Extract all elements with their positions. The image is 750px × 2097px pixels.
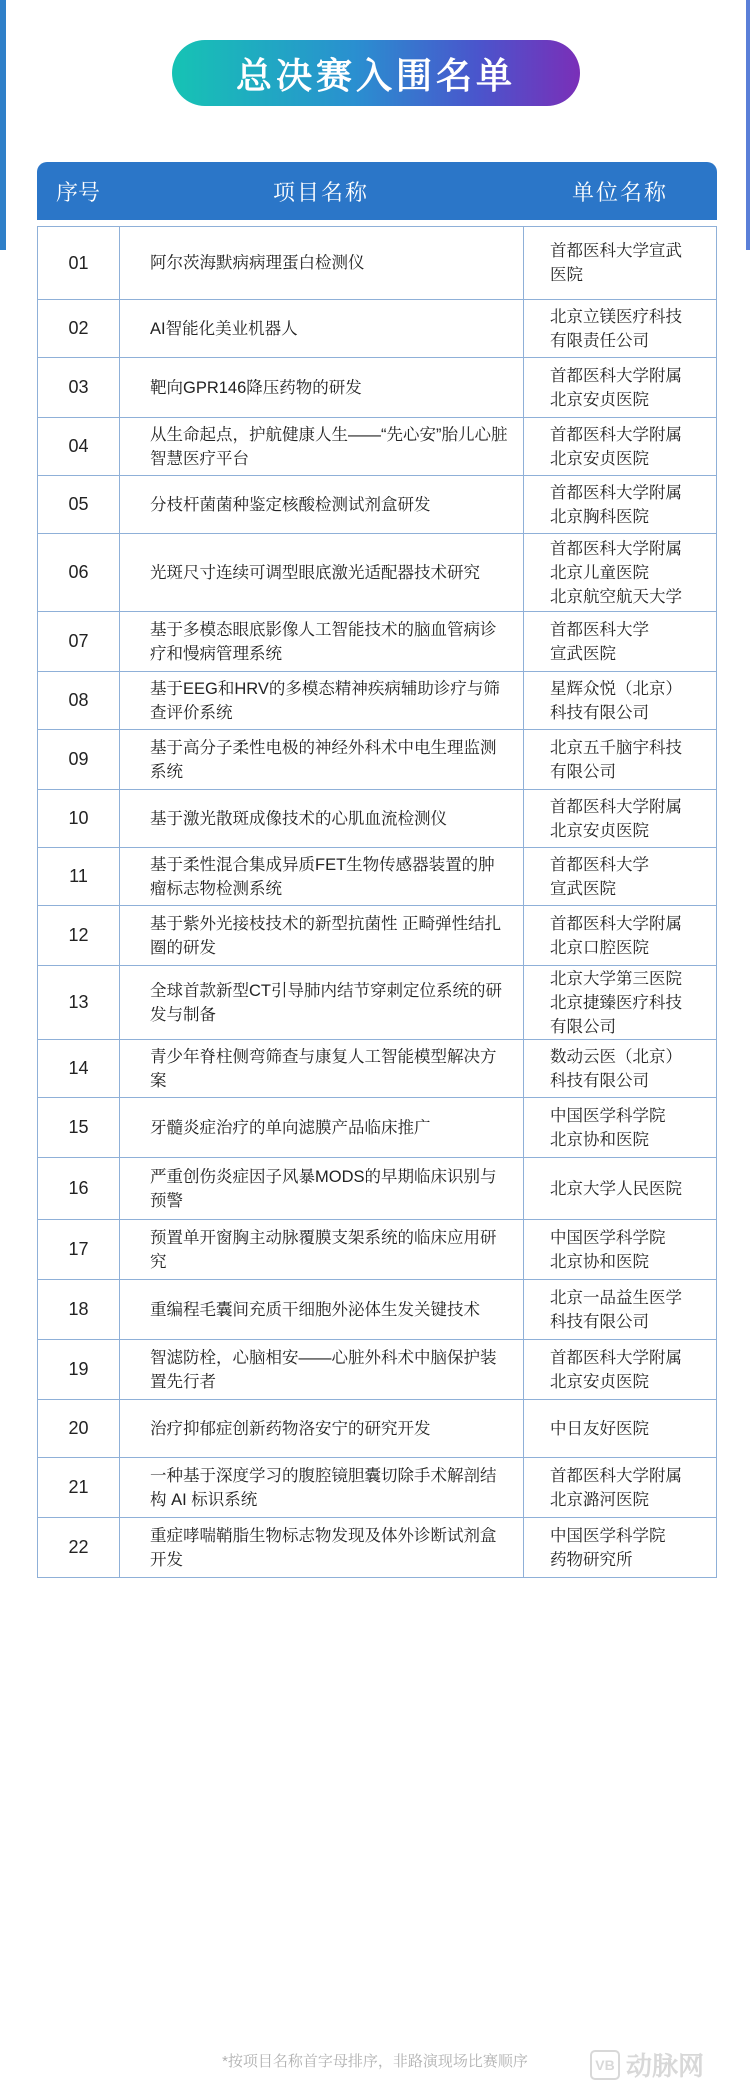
row-number: 08 (38, 672, 120, 729)
table-header (37, 162, 717, 220)
row-number: 22 (38, 1518, 120, 1577)
finalist-table (37, 162, 717, 1578)
row-number: 05 (38, 476, 120, 533)
project-name: 严重创伤炎症因子风暴MODS的早期临床识别与预警 (120, 1158, 524, 1219)
brand-logo (590, 2046, 704, 2083)
project-name: 靶向GPR146降压药物的研发 (120, 358, 524, 417)
organization-name: 数动云医（北京） 科技有限公司 (550, 1047, 682, 1090)
project-name: 基于EEG和HRV的多模态精神疾病辅助诊疗与筛查评价系统 (120, 672, 524, 729)
table-row (38, 790, 716, 848)
project-name: AI智能化美业机器人 (120, 300, 524, 357)
project-name: 从生命起点，护航健康人生——“先心安”胎儿心脏智慧医疗平台 (120, 418, 524, 475)
organization-name: 北京五千脑宇科技 有限公司 (550, 738, 682, 781)
project-name: 基于高分子柔性电极的神经外科术中电生理监测系统 (120, 730, 524, 789)
organization-name: 首都医科大学宣武 医院 (550, 242, 682, 284)
table-row (38, 1458, 716, 1518)
organization-name: 北京大学人民医院 (550, 1179, 682, 1198)
table-row (38, 1280, 716, 1340)
row-number: 18 (38, 1280, 120, 1339)
organization-name: 中国医学科学院 北京协和医院 (550, 1228, 666, 1271)
brand-logo-mark: VB (590, 2050, 620, 2080)
frame-right-edge (746, 0, 750, 250)
project-name: 牙髓炎症治疗的单向滤膜产品临床推广 (120, 1098, 524, 1157)
organization-name: 中国医学科学院 药物研究所 (550, 1526, 666, 1569)
organization-name: 北京立镁医疗科技 有限责任公司 (550, 307, 682, 350)
table-row (38, 418, 716, 476)
title-banner (172, 40, 580, 106)
header-org: 单位名称 (571, 179, 668, 205)
row-number: 02 (38, 300, 120, 357)
row-number: 15 (38, 1098, 120, 1157)
table-row (38, 1400, 716, 1458)
row-number: 12 (38, 906, 120, 965)
row-number: 04 (38, 418, 120, 475)
row-number: 03 (38, 358, 120, 417)
table-row (38, 534, 716, 612)
header-no: 序号 (55, 179, 100, 205)
organization-name: 首都医科大学附属 北京潞河医院 (550, 1466, 682, 1509)
project-name: 预置单开窗胸主动脉覆膜支架系统的临床应用研究 (120, 1220, 524, 1279)
row-number: 17 (38, 1220, 120, 1279)
table-row (38, 906, 716, 966)
table-row (38, 476, 716, 534)
row-number: 07 (38, 612, 120, 671)
table-row (38, 1158, 716, 1220)
frame-left-edge (0, 0, 6, 250)
project-name: 基于多模态眼底影像人工智能技术的脑血管病诊疗和慢病管理系统 (120, 612, 524, 671)
organization-name: 首都医科大学附属 北京儿童医院 北京航空航天大学 (550, 539, 682, 606)
organization-name: 首都医科大学 宣武医院 (550, 620, 649, 663)
row-number: 21 (38, 1458, 120, 1517)
project-name: 基于激光散斑成像技术的心肌血流检测仪 (120, 790, 524, 847)
organization-name: 中国医学科学院 北京协和医院 (550, 1106, 666, 1149)
project-name: 基于紫外光接枝技术的新型抗菌性 正畸弹性结扎圈的研发 (120, 906, 524, 965)
project-name: 光斑尺寸连续可调型眼底激光适配器技术研究 (120, 534, 524, 611)
organization-name: 北京一品益生医学 科技有限公司 (550, 1288, 682, 1331)
table-row (38, 226, 716, 300)
organization-name: 首都医科大学附属 北京安贞医院 (550, 425, 682, 468)
organization-name: 星辉众悦（北京） 科技有限公司 (550, 679, 682, 722)
organization-name: 首都医科大学附属 北京口腔医院 (550, 914, 682, 957)
organization-name: 首都医科大学附属 北京安贞医院 (550, 1348, 682, 1391)
row-number: 13 (38, 966, 120, 1039)
project-name: 重症哮喘鞘脂生物标志物发现及体外诊断试剂盒开发 (120, 1518, 524, 1577)
table-row (38, 1220, 716, 1280)
table-row (38, 358, 716, 418)
table-row (38, 1340, 716, 1400)
project-name: 基于柔性混合集成异质FET生物传感器装置的肿瘤标志物检测系统 (120, 848, 524, 905)
project-name: 青少年脊柱侧弯筛查与康复人工智能模型解决方案 (120, 1040, 524, 1097)
page-title: 总决赛入围名单 (235, 54, 516, 96)
project-name: 阿尔茨海默病病理蛋白检测仪 (120, 227, 524, 299)
organization-name: 首都医科大学 宣武医院 (550, 855, 649, 898)
row-number: 06 (38, 534, 120, 611)
header-name: 项目名称 (272, 179, 369, 205)
row-number: 11 (38, 848, 120, 905)
row-number: 10 (38, 790, 120, 847)
project-name: 智滤防栓，心脑相安——心脏外科术中脑保护装置先行者 (120, 1340, 524, 1399)
table-row (38, 1518, 716, 1578)
organization-name: 首都医科大学附属 北京安贞医院 (550, 797, 682, 840)
project-name: 重编程毛囊间充质干细胞外泌体生发关键技术 (120, 1280, 524, 1339)
project-name: 分枝杆菌菌种鉴定核酸检测试剂盒研发 (120, 476, 524, 533)
footnote: *按项目名称首字母排序，非路演现场比赛顺序 (222, 2053, 528, 2070)
table-row (38, 848, 716, 906)
table-row (38, 1098, 716, 1158)
organization-name: 中日友好医院 (550, 1419, 649, 1438)
table-row (38, 730, 716, 790)
row-number: 16 (38, 1158, 120, 1219)
project-name: 治疗抑郁症创新药物洛安宁的研究开发 (120, 1400, 524, 1457)
row-number: 19 (38, 1340, 120, 1399)
organization-name: 北京大学第三医院 北京捷臻医疗科技 有限公司 (550, 969, 682, 1036)
table-row (38, 300, 716, 358)
project-name: 一种基于深度学习的腹腔镜胆囊切除手术解剖结构 AI 标识系统 (120, 1458, 524, 1517)
row-number: 01 (38, 227, 120, 299)
brand-logo-text: 动脉网 (626, 2051, 705, 2081)
row-number: 20 (38, 1400, 120, 1457)
table-row (38, 612, 716, 672)
row-number: 09 (38, 730, 120, 789)
organization-name: 首都医科大学附属 北京胸科医院 (550, 483, 682, 526)
project-name: 全球首款新型CT引导肺内结节穿刺定位系统的研发与制备 (120, 966, 524, 1039)
table-body (37, 226, 717, 1578)
organization-name: 首都医科大学附属 北京安贞医院 (550, 366, 682, 409)
table-row (38, 966, 716, 1040)
table-row (38, 672, 716, 730)
row-number: 14 (38, 1040, 120, 1097)
table-row (38, 1040, 716, 1098)
